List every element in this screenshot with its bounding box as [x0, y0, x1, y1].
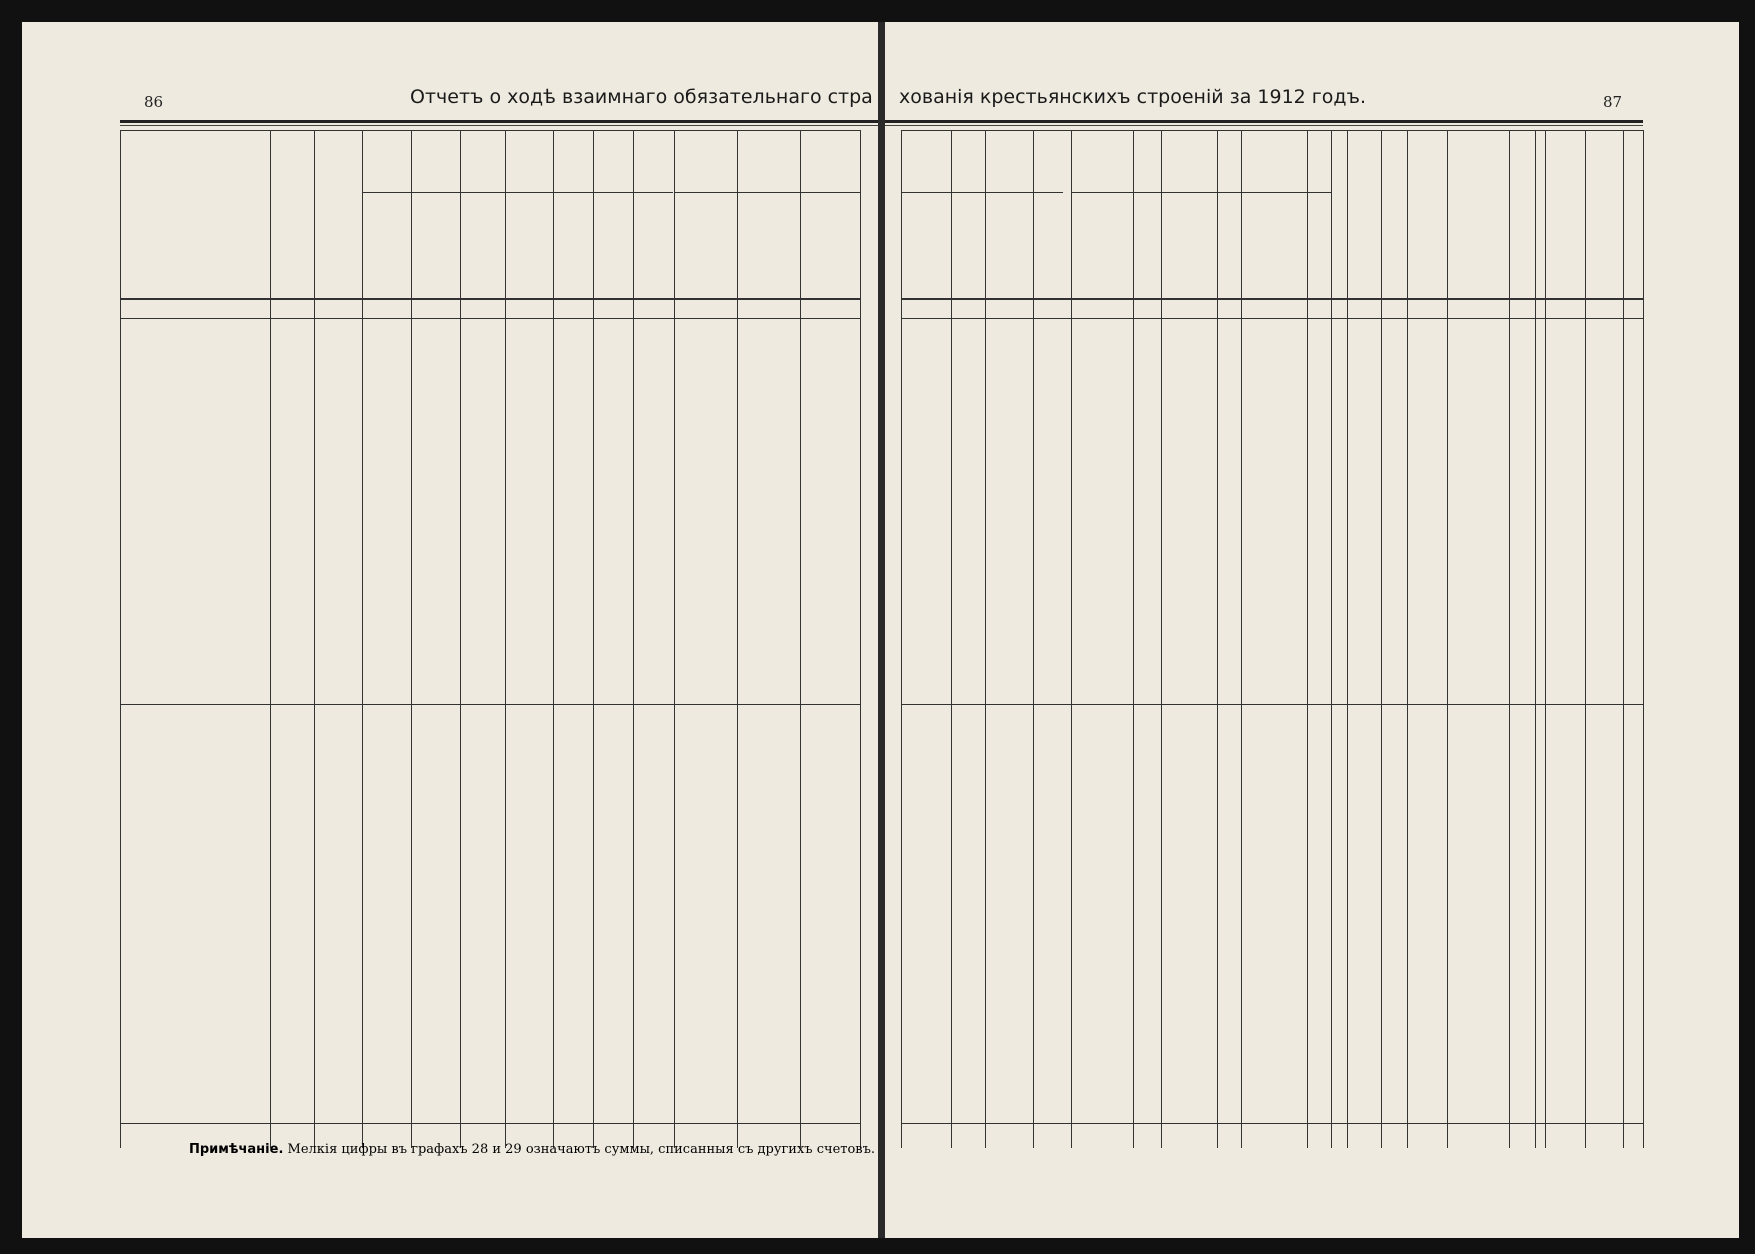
header-rule	[885, 120, 1643, 123]
row-divider	[901, 192, 1063, 193]
col-divider	[1381, 130, 1382, 1148]
col-divider	[1407, 130, 1408, 1148]
row-divider	[120, 318, 860, 319]
col-divider	[1133, 130, 1134, 1148]
footnote-text: Мелкія цифры въ графахъ 28 и 29 означаютъ суммы, списанныя съ другихъ счетовъ.	[287, 1142, 876, 1157]
col-divider	[1307, 130, 1308, 1148]
col-divider	[1447, 130, 1448, 1148]
col-divider	[1643, 130, 1644, 1148]
col-divider	[1585, 130, 1586, 1148]
page-number-left: 86	[144, 93, 164, 111]
col-divider	[800, 130, 801, 1148]
col-divider	[860, 130, 861, 1148]
row-divider	[901, 318, 1643, 319]
col-divider	[1033, 130, 1034, 1148]
footnote	[189, 1142, 875, 1157]
row-divider	[553, 192, 673, 193]
col-divider	[901, 130, 902, 1148]
page-title-right: хованія крестьянскихъ строеній за 1912 годъ.	[899, 86, 1367, 108]
header-rule	[120, 120, 878, 123]
row-divider	[901, 704, 1643, 705]
col-divider	[593, 130, 594, 1148]
row-divider	[120, 298, 860, 300]
row-divider	[120, 1123, 860, 1124]
col-divider	[1509, 130, 1510, 1148]
book-spine	[878, 22, 885, 1238]
table-left	[22, 130, 878, 1148]
footnote-label: Примѣчаніе.	[189, 1142, 284, 1157]
col-divider	[553, 130, 554, 1148]
header-rule-thin	[885, 125, 1643, 126]
row-divider	[1071, 192, 1331, 193]
col-divider	[1347, 130, 1348, 1148]
row-divider	[674, 192, 860, 193]
col-divider	[1545, 130, 1546, 1148]
col-divider	[1623, 130, 1624, 1148]
row-divider	[901, 1123, 1643, 1124]
col-divider	[120, 130, 121, 1148]
row-divider	[901, 298, 1643, 300]
right-page	[885, 22, 1739, 1238]
page-title-left: Отчетъ о ходѣ взаимнаго обязательнаго стра	[410, 86, 873, 108]
col-divider	[411, 130, 412, 1148]
col-divider	[985, 130, 986, 1148]
col-divider	[460, 130, 461, 1148]
row-divider	[362, 192, 553, 193]
col-divider	[1241, 130, 1242, 1148]
row-divider	[901, 130, 1643, 131]
col-divider	[314, 130, 315, 1148]
col-divider	[505, 130, 506, 1148]
col-divider	[1535, 130, 1536, 1148]
page-number-right: 87	[1603, 93, 1623, 111]
col-divider	[674, 130, 675, 1148]
table-right	[885, 130, 1739, 1148]
col-divider	[1217, 130, 1218, 1148]
row-divider	[120, 130, 860, 131]
col-divider	[951, 130, 952, 1148]
col-divider	[737, 130, 738, 1148]
header-rule-thin	[120, 125, 878, 126]
col-divider	[1071, 130, 1072, 1148]
col-divider	[1161, 130, 1162, 1148]
col-divider	[1331, 130, 1332, 1148]
row-divider	[120, 704, 860, 705]
col-divider	[362, 130, 363, 1148]
col-divider	[633, 130, 634, 1148]
col-divider	[270, 130, 271, 1148]
left-page	[22, 22, 878, 1238]
